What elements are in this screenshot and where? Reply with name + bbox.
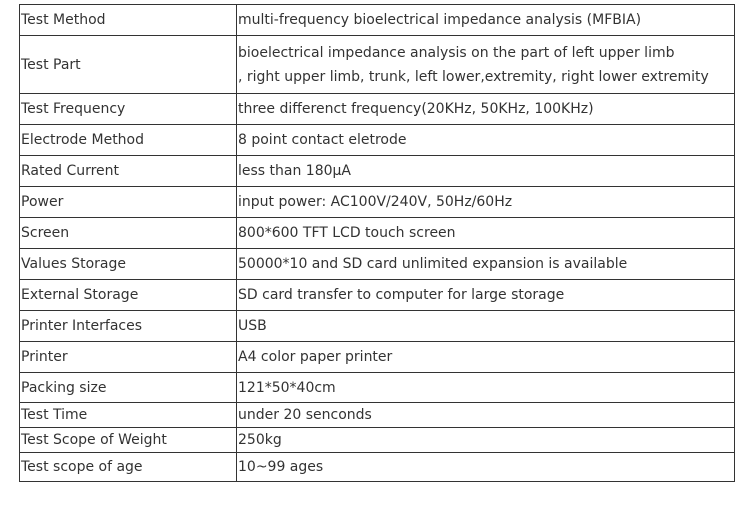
table-row-test-time [20,403,735,428]
row-label: Test Scope of Weight [20,428,237,453]
table-row-packing-size [20,373,735,403]
table-row-test-frequency [20,94,735,125]
row-value: under 20 senconds [237,403,735,428]
row-value: SD card transfer to computer for large storage [237,280,735,311]
table-row-electrode-method [20,125,735,156]
table-row-values-storage [20,249,735,280]
table-row-test-part [20,36,735,94]
row-value: 250kg [237,428,735,453]
table-row-printer [20,342,735,373]
row-label: Electrode Method [20,125,237,156]
row-value: A4 color paper printer [237,342,735,373]
row-label: Test Method [20,5,237,36]
row-value [237,36,735,94]
table-row-printer-interfaces [20,311,735,342]
row-label: Power [20,187,237,218]
row-value: USB [237,311,735,342]
row-value: three differenct frequency(20KHz, 50KHz, 100KHz) [237,94,735,125]
table-row-external-storage [20,280,735,311]
row-label: Test scope of age [20,453,237,482]
row-value: 121*50*40cm [237,373,735,403]
specification-table [19,4,735,482]
row-label: External Storage [20,280,237,311]
row-label: Printer Interfaces [20,311,237,342]
row-label: Test Frequency [20,94,237,125]
row-label: Values Storage [20,249,237,280]
table-row-screen [20,218,735,249]
table-row-test-scope-of-age [20,453,735,482]
row-value: 800*600 TFT LCD touch screen [237,218,735,249]
row-value-line: bioelectrical impedance analysis on the part of left upper limb [238,44,675,61]
row-label: Packing size [20,373,237,403]
row-value: 10~99 ages [237,453,735,482]
row-label: Screen [20,218,237,249]
row-value: less than 180μA [237,156,735,187]
table-row-power [20,187,735,218]
row-label: Printer [20,342,237,373]
row-value: 50000*10 and SD card unlimited expansion is available [237,249,735,280]
row-label: Test Time [20,403,237,428]
table-row-rated-current [20,156,735,187]
table-row-test-method [20,5,735,36]
row-label: Rated Current [20,156,237,187]
row-value: multi-frequency bioelectrical impedance analysis (MFBIA) [237,5,735,36]
table-row-test-scope-of-weight [20,428,735,453]
row-value-line: , right upper limb, trunk, left lower,extremity, right lower extremity [238,68,709,85]
row-value: input power: AC100V/240V, 50Hz/60Hz [237,187,735,218]
row-value: 8 point contact eletrode [237,125,735,156]
row-label: Test Part [20,36,237,94]
